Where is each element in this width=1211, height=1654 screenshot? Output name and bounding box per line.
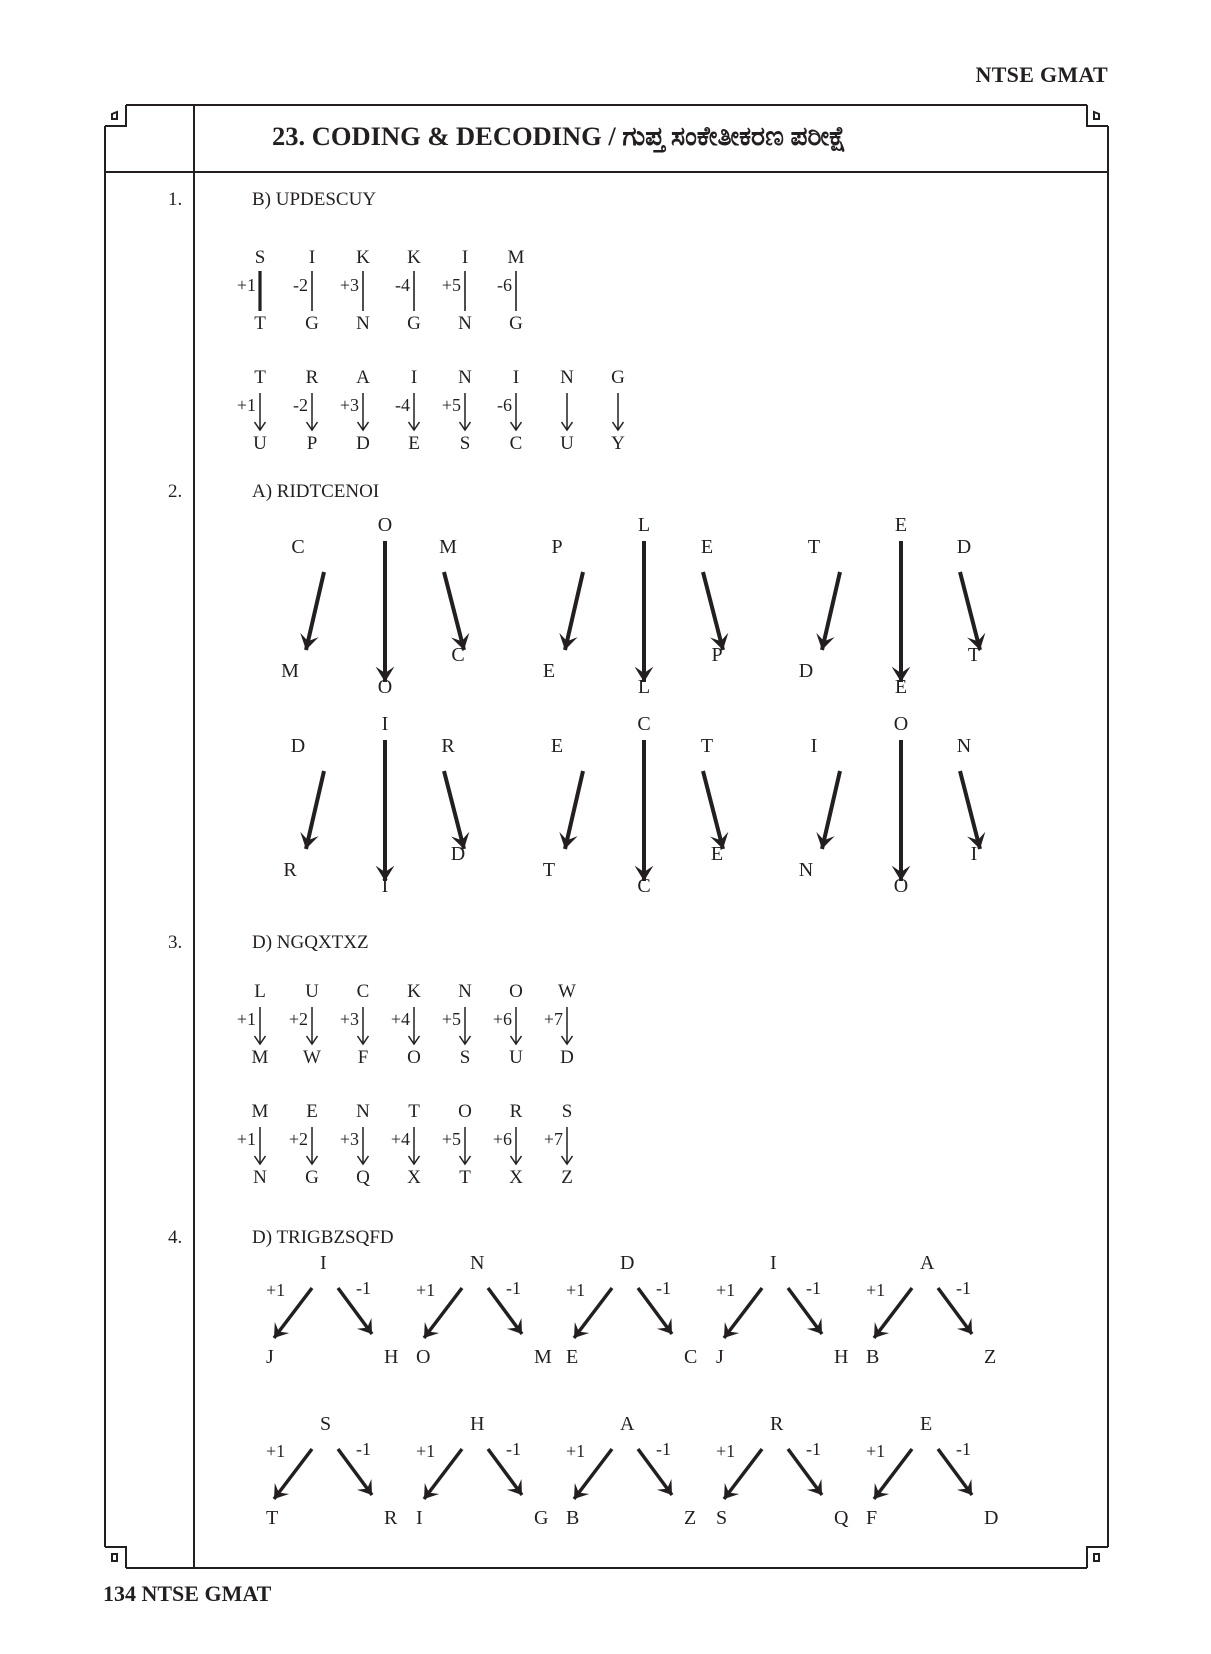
shift-bar [304, 271, 320, 315]
source-letter: L [254, 981, 266, 1002]
source-letter: I [512, 367, 520, 388]
shift-operator: -1 [656, 1278, 671, 1298]
star-letter: I [381, 875, 389, 897]
split-diagram [566, 1252, 716, 1374]
star-letter: I [810, 735, 818, 757]
shift-operator: -4 [395, 275, 410, 295]
star-letter: D [956, 536, 972, 558]
shift-operator: +3 [339, 395, 359, 415]
question-number-3: 3. [168, 932, 183, 953]
shift-operator: -4 [395, 395, 410, 415]
shift-cell [537, 981, 597, 1071]
shift-operator: +3 [339, 275, 359, 295]
star-letter: P [551, 536, 563, 558]
source-letter: O [458, 1101, 472, 1122]
source-letter: I [461, 247, 469, 268]
shift-operator: +5 [441, 1129, 461, 1149]
coded-letter: T [459, 1167, 471, 1188]
shift-operator: -1 [356, 1278, 371, 1298]
down-arrow-icon [559, 1005, 575, 1049]
shift-operator: +1 [236, 1009, 256, 1029]
star-letter: C [451, 644, 465, 666]
coded-letter: Z [561, 1167, 573, 1188]
shift-operator: +7 [543, 1009, 563, 1029]
star-letter: T [542, 859, 556, 881]
down-arrow-icon [406, 1005, 422, 1049]
source-letter: W [558, 981, 576, 1002]
shift-bar [406, 271, 422, 315]
star-diagram [798, 514, 1002, 698]
source-letter: K [407, 981, 421, 1002]
shift-operator: +1 [566, 1280, 586, 1300]
coded-letter: R [384, 1507, 398, 1529]
coded-letter: J [266, 1346, 274, 1368]
split-diagram [266, 1413, 416, 1535]
down-arrow-icon [252, 1005, 268, 1049]
shift-operator: -6 [497, 275, 512, 295]
coded-letter: T [254, 313, 266, 334]
star-letter: D [290, 735, 306, 757]
source-letter: I [410, 367, 418, 388]
shift-operator: +2 [288, 1129, 308, 1149]
question-number-4: 4. [168, 1227, 183, 1248]
down-arrow-icon [252, 391, 268, 435]
coded-letter: S [459, 1047, 471, 1068]
source-letter: A [620, 1413, 635, 1435]
down-arrow-icon [355, 391, 371, 435]
star-letter: D [798, 660, 814, 682]
shift-operator: +1 [266, 1280, 286, 1300]
shift-operator: +2 [288, 1009, 308, 1029]
coded-letter: Q [356, 1167, 370, 1188]
star-letter: C [291, 536, 305, 558]
shift-operator: -1 [656, 1439, 671, 1459]
coded-letter: O [416, 1346, 431, 1368]
shift-operator: -1 [356, 1439, 371, 1459]
shift-operator: -1 [806, 1439, 821, 1459]
down-arrow-icon [508, 1005, 524, 1049]
coded-letter: B [866, 1346, 880, 1368]
down-arrow-icon [559, 391, 575, 435]
coded-letter: G [305, 313, 319, 334]
shift-operator: -2 [293, 275, 308, 295]
coded-letter: N [356, 313, 370, 334]
split-diagram [866, 1252, 1016, 1374]
star-letter: E [710, 843, 724, 865]
coded-letter: H [834, 1346, 849, 1368]
star-letter: M [281, 660, 299, 682]
coded-letter: Z [684, 1507, 697, 1529]
down-arrow-icon [610, 391, 626, 435]
split-diagram [866, 1413, 1016, 1535]
coded-letter: Z [984, 1346, 997, 1368]
down-arrow-icon [355, 1005, 371, 1049]
source-letter: T [408, 1101, 420, 1122]
star-diagram [283, 713, 486, 897]
shift-cell [588, 367, 648, 457]
shift-bar [457, 271, 473, 315]
down-arrow-icon [559, 1125, 575, 1169]
star-letter: E [550, 735, 564, 757]
shift-operator: +5 [441, 275, 461, 295]
coded-letter: W [303, 1047, 321, 1068]
coded-letter: U [509, 1047, 523, 1068]
shift-operator: +1 [716, 1280, 736, 1300]
coded-letter: H [384, 1346, 399, 1368]
star-letter: E [542, 660, 556, 682]
answer-1: B) UPDESCUY [252, 189, 377, 210]
coded-letter: M [534, 1346, 552, 1368]
coded-letter: X [509, 1167, 523, 1188]
coded-letter: D [560, 1047, 574, 1068]
source-letter: A [920, 1252, 935, 1274]
coded-letter: T [266, 1507, 279, 1529]
source-letter: R [305, 367, 319, 388]
coded-letter: N [253, 1167, 267, 1188]
source-letter: S [320, 1413, 332, 1435]
split-diagram [716, 1413, 866, 1535]
answer-2: A) RIDTCENOI [252, 481, 380, 502]
star-diagram [542, 514, 745, 698]
source-letter: G [611, 367, 625, 388]
shift-operator: +5 [441, 1009, 461, 1029]
source-letter: N [470, 1252, 485, 1274]
source-letter: T [254, 367, 266, 388]
coded-letter: U [253, 433, 267, 454]
shift-operator: +1 [866, 1280, 886, 1300]
shift-operator: +7 [543, 1129, 563, 1149]
shift-cell [230, 981, 290, 1071]
coded-letter: Q [834, 1507, 849, 1529]
source-letter: S [561, 1101, 573, 1122]
star-letter: I [970, 843, 978, 865]
coded-letter: U [560, 433, 574, 454]
source-letter: N [458, 367, 472, 388]
coded-letter: P [306, 433, 318, 454]
shift-operator: +1 [416, 1280, 436, 1300]
shift-operator: +5 [441, 395, 461, 415]
star-letter: O [893, 713, 909, 735]
source-letter: I [308, 247, 316, 268]
star-letter: T [807, 536, 821, 558]
shift-bar [355, 271, 371, 315]
down-arrow-icon [457, 1125, 473, 1169]
shift-operator: +3 [339, 1009, 359, 1029]
shift-cell [230, 247, 290, 337]
down-arrow-icon [508, 391, 524, 435]
star-letter: O [377, 676, 393, 698]
star-letter: N [798, 859, 814, 881]
source-letter: O [509, 981, 523, 1002]
star-letter: E [894, 676, 908, 698]
shift-operator: -2 [293, 395, 308, 415]
star-letter: T [967, 644, 981, 666]
shift-operator: +1 [866, 1441, 886, 1461]
coded-letter: B [566, 1507, 580, 1529]
source-letter: A [356, 367, 370, 388]
shift-cell [230, 367, 290, 457]
coded-letter: F [357, 1047, 369, 1068]
coded-letter: M [251, 1047, 269, 1068]
down-arrow-icon [406, 1125, 422, 1169]
shift-operator: -1 [806, 1278, 821, 1298]
page-footer: 134 NTSE GMAT [103, 1581, 272, 1606]
shift-operator: -1 [506, 1439, 521, 1459]
coded-letter: F [866, 1507, 878, 1529]
source-letter: I [320, 1252, 327, 1274]
question-number-1: 1. [168, 189, 183, 210]
answer-4: D) TRIGBZSQFD [252, 1227, 394, 1248]
shift-cell [230, 1101, 290, 1191]
split-diagram [716, 1252, 866, 1374]
down-arrow-icon [355, 1125, 371, 1169]
source-letter: C [356, 981, 370, 1002]
down-arrow-icon [457, 391, 473, 435]
star-letter: R [441, 735, 455, 757]
star-letter: L [637, 676, 651, 698]
coded-letter: Y [611, 433, 625, 454]
shift-operator: +1 [236, 275, 256, 295]
source-letter: K [407, 247, 421, 268]
down-arrow-icon [457, 1005, 473, 1049]
shift-operator: +3 [339, 1129, 359, 1149]
down-arrow-icon [508, 1125, 524, 1169]
down-arrow-icon [304, 1005, 320, 1049]
down-arrow-icon [406, 391, 422, 435]
star-letter: L [637, 514, 651, 536]
split-diagram [416, 1252, 566, 1374]
star-letter: E [894, 514, 908, 536]
shift-bar [508, 271, 524, 315]
source-letter: I [770, 1252, 777, 1274]
source-letter: N [560, 367, 574, 388]
coded-letter: D [356, 433, 370, 454]
source-letter: S [254, 247, 266, 268]
source-letter: E [920, 1413, 933, 1435]
source-letter: E [306, 1101, 318, 1122]
down-arrow-icon [252, 1125, 268, 1169]
shift-operator: -1 [506, 1278, 521, 1298]
coded-letter: C [684, 1346, 698, 1368]
shift-operator: -1 [956, 1439, 971, 1459]
shift-operator: +4 [390, 1009, 410, 1029]
shift-operator: +1 [716, 1441, 736, 1461]
down-arrow-icon [304, 391, 320, 435]
star-letter: M [439, 536, 457, 558]
source-letter: H [470, 1413, 485, 1435]
star-letter: T [700, 735, 714, 757]
shift-operator: +1 [236, 1129, 256, 1149]
running-header: NTSE GMAT [975, 62, 1108, 87]
shift-operator: +1 [566, 1441, 586, 1461]
question-number-2: 2. [168, 481, 183, 502]
star-diagram [542, 713, 745, 897]
star-letter: I [381, 713, 389, 735]
down-arrow-icon [304, 1125, 320, 1169]
coded-letter: S [716, 1507, 728, 1529]
shift-operator: -1 [956, 1278, 971, 1298]
shift-cell [537, 1101, 597, 1191]
source-letter: N [356, 1101, 370, 1122]
star-letter: C [637, 875, 651, 897]
shift-bar [252, 271, 268, 315]
source-letter: N [458, 981, 472, 1002]
shift-operator: +6 [492, 1009, 512, 1029]
shift-operator: +1 [236, 395, 256, 415]
coded-letter: G [407, 313, 421, 334]
coded-letter: C [509, 433, 523, 454]
coded-letter: G [305, 1167, 319, 1188]
source-letter: U [305, 981, 319, 1002]
star-letter: O [893, 875, 909, 897]
source-letter: D [620, 1252, 635, 1274]
chapter-title: 23. CODING & DECODING / ಗುಪ್ತ ಸಂಕೇತೀಕರಣ ಪರೀಕ್ಷೆ [272, 121, 847, 151]
shift-operator: +4 [390, 1129, 410, 1149]
answer-3: D) NGQXTXZ [252, 932, 369, 953]
shift-operator: +1 [416, 1441, 436, 1461]
coded-letter: X [407, 1167, 421, 1188]
coded-letter: E [566, 1346, 579, 1368]
coded-letter: E [408, 433, 420, 454]
star-diagram [798, 713, 1002, 897]
split-diagram [416, 1413, 566, 1535]
star-letter: E [700, 536, 714, 558]
split-diagram [566, 1413, 716, 1535]
shift-operator: -6 [497, 395, 512, 415]
shift-cell [486, 247, 546, 337]
coded-letter: J [716, 1346, 724, 1368]
star-letter: N [956, 735, 972, 757]
coded-letter: G [534, 1507, 549, 1529]
source-letter: K [356, 247, 370, 268]
coded-letter: S [459, 433, 471, 454]
star-diagram [281, 514, 486, 698]
shift-operator: +6 [492, 1129, 512, 1149]
coded-letter: N [458, 313, 472, 334]
star-letter: P [711, 644, 723, 666]
source-letter: R [770, 1413, 784, 1435]
coded-letter: I [416, 1507, 423, 1529]
source-letter: R [509, 1101, 523, 1122]
coded-letter: G [509, 313, 523, 334]
star-letter: D [450, 843, 466, 865]
source-letter: M [251, 1101, 269, 1122]
coded-letter: D [984, 1507, 999, 1529]
shift-operator: +1 [266, 1441, 286, 1461]
split-diagram [266, 1252, 416, 1374]
star-letter: C [637, 713, 651, 735]
star-letter: R [283, 859, 297, 881]
coded-letter: O [407, 1047, 421, 1068]
source-letter: M [507, 247, 525, 268]
star-letter: O [377, 514, 393, 536]
